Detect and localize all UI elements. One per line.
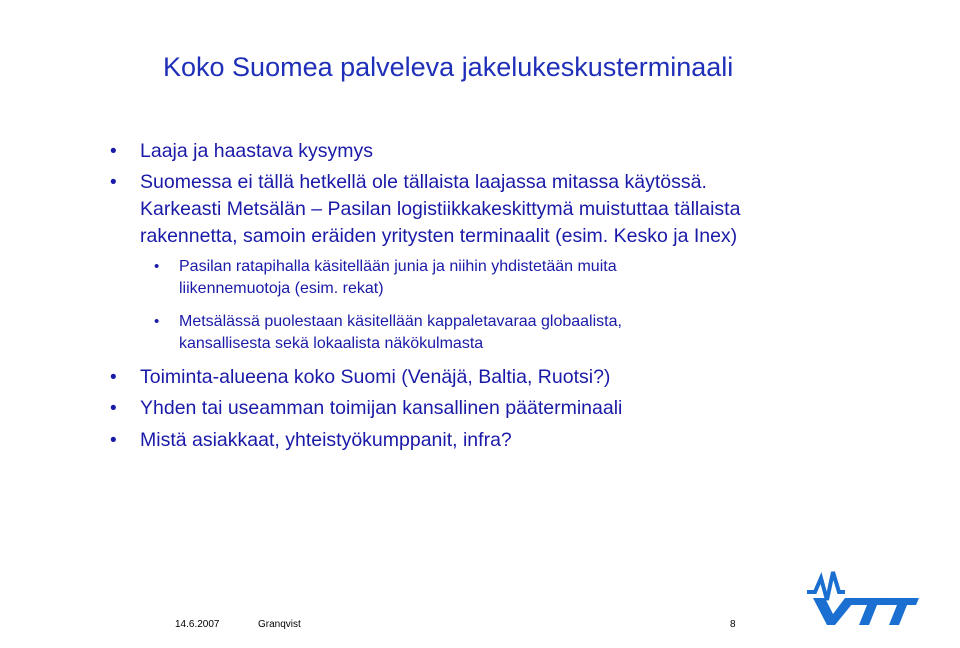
bullet-dot: • <box>110 141 117 162</box>
bullet-item <box>110 169 741 250</box>
bullet-item <box>110 427 512 454</box>
bullet-item <box>110 138 374 165</box>
bullet-dot: • <box>110 430 117 451</box>
footer-author: Granqvist <box>258 619 301 630</box>
vtt-logo-icon <box>805 570 920 630</box>
page-number: 8 <box>730 619 736 630</box>
subbullet-text: Metsälässä puolestaan käsitellään kappaletavaraa globaalista, kansallisesta sekä lokaalista näkökulmasta <box>179 313 622 352</box>
bullet-text: Suomessa ei tällä hetkellä ole tällaista laajassa mitassa käytössä. Karkeasti Metsälän – Pasilan logistiikkakeskittymä muistuttaa tällaista rakennetta, samoin eräiden yritysten terminaalit (esim. Kesko ja Inex) <box>140 171 741 247</box>
subbullet-dot: • <box>154 313 160 330</box>
subbullet-item <box>154 256 617 300</box>
subbullet-dot: • <box>154 258 160 275</box>
bullet-text: Mistä asiakkaat, yhteistyökumppanit, infra? <box>140 429 512 451</box>
subbullet-text: Pasilan ratapihalla käsitellään junia ja niihin yhdistetään muita liikennemuotoja (esim. rekat) <box>179 258 617 297</box>
footer-date: 14.6.2007 <box>175 619 220 630</box>
subbullet-item <box>154 311 622 355</box>
bullet-dot: • <box>110 172 117 193</box>
slide-title: Koko Suomea palveleva jakelukeskusterminaali <box>163 52 734 82</box>
bullet-item <box>110 364 611 391</box>
bullet-text: Laaja ja haastava kysymys <box>140 140 374 162</box>
bullet-dot: • <box>110 398 117 419</box>
bullet-dot: • <box>110 367 117 388</box>
bullet-text: Toiminta-alueena koko Suomi (Venäjä, Baltia, Ruotsi?) <box>140 366 611 388</box>
bullet-item <box>110 395 623 422</box>
bullet-text: Yhden tai useamman toimijan kansallinen pääterminaali <box>140 397 623 419</box>
